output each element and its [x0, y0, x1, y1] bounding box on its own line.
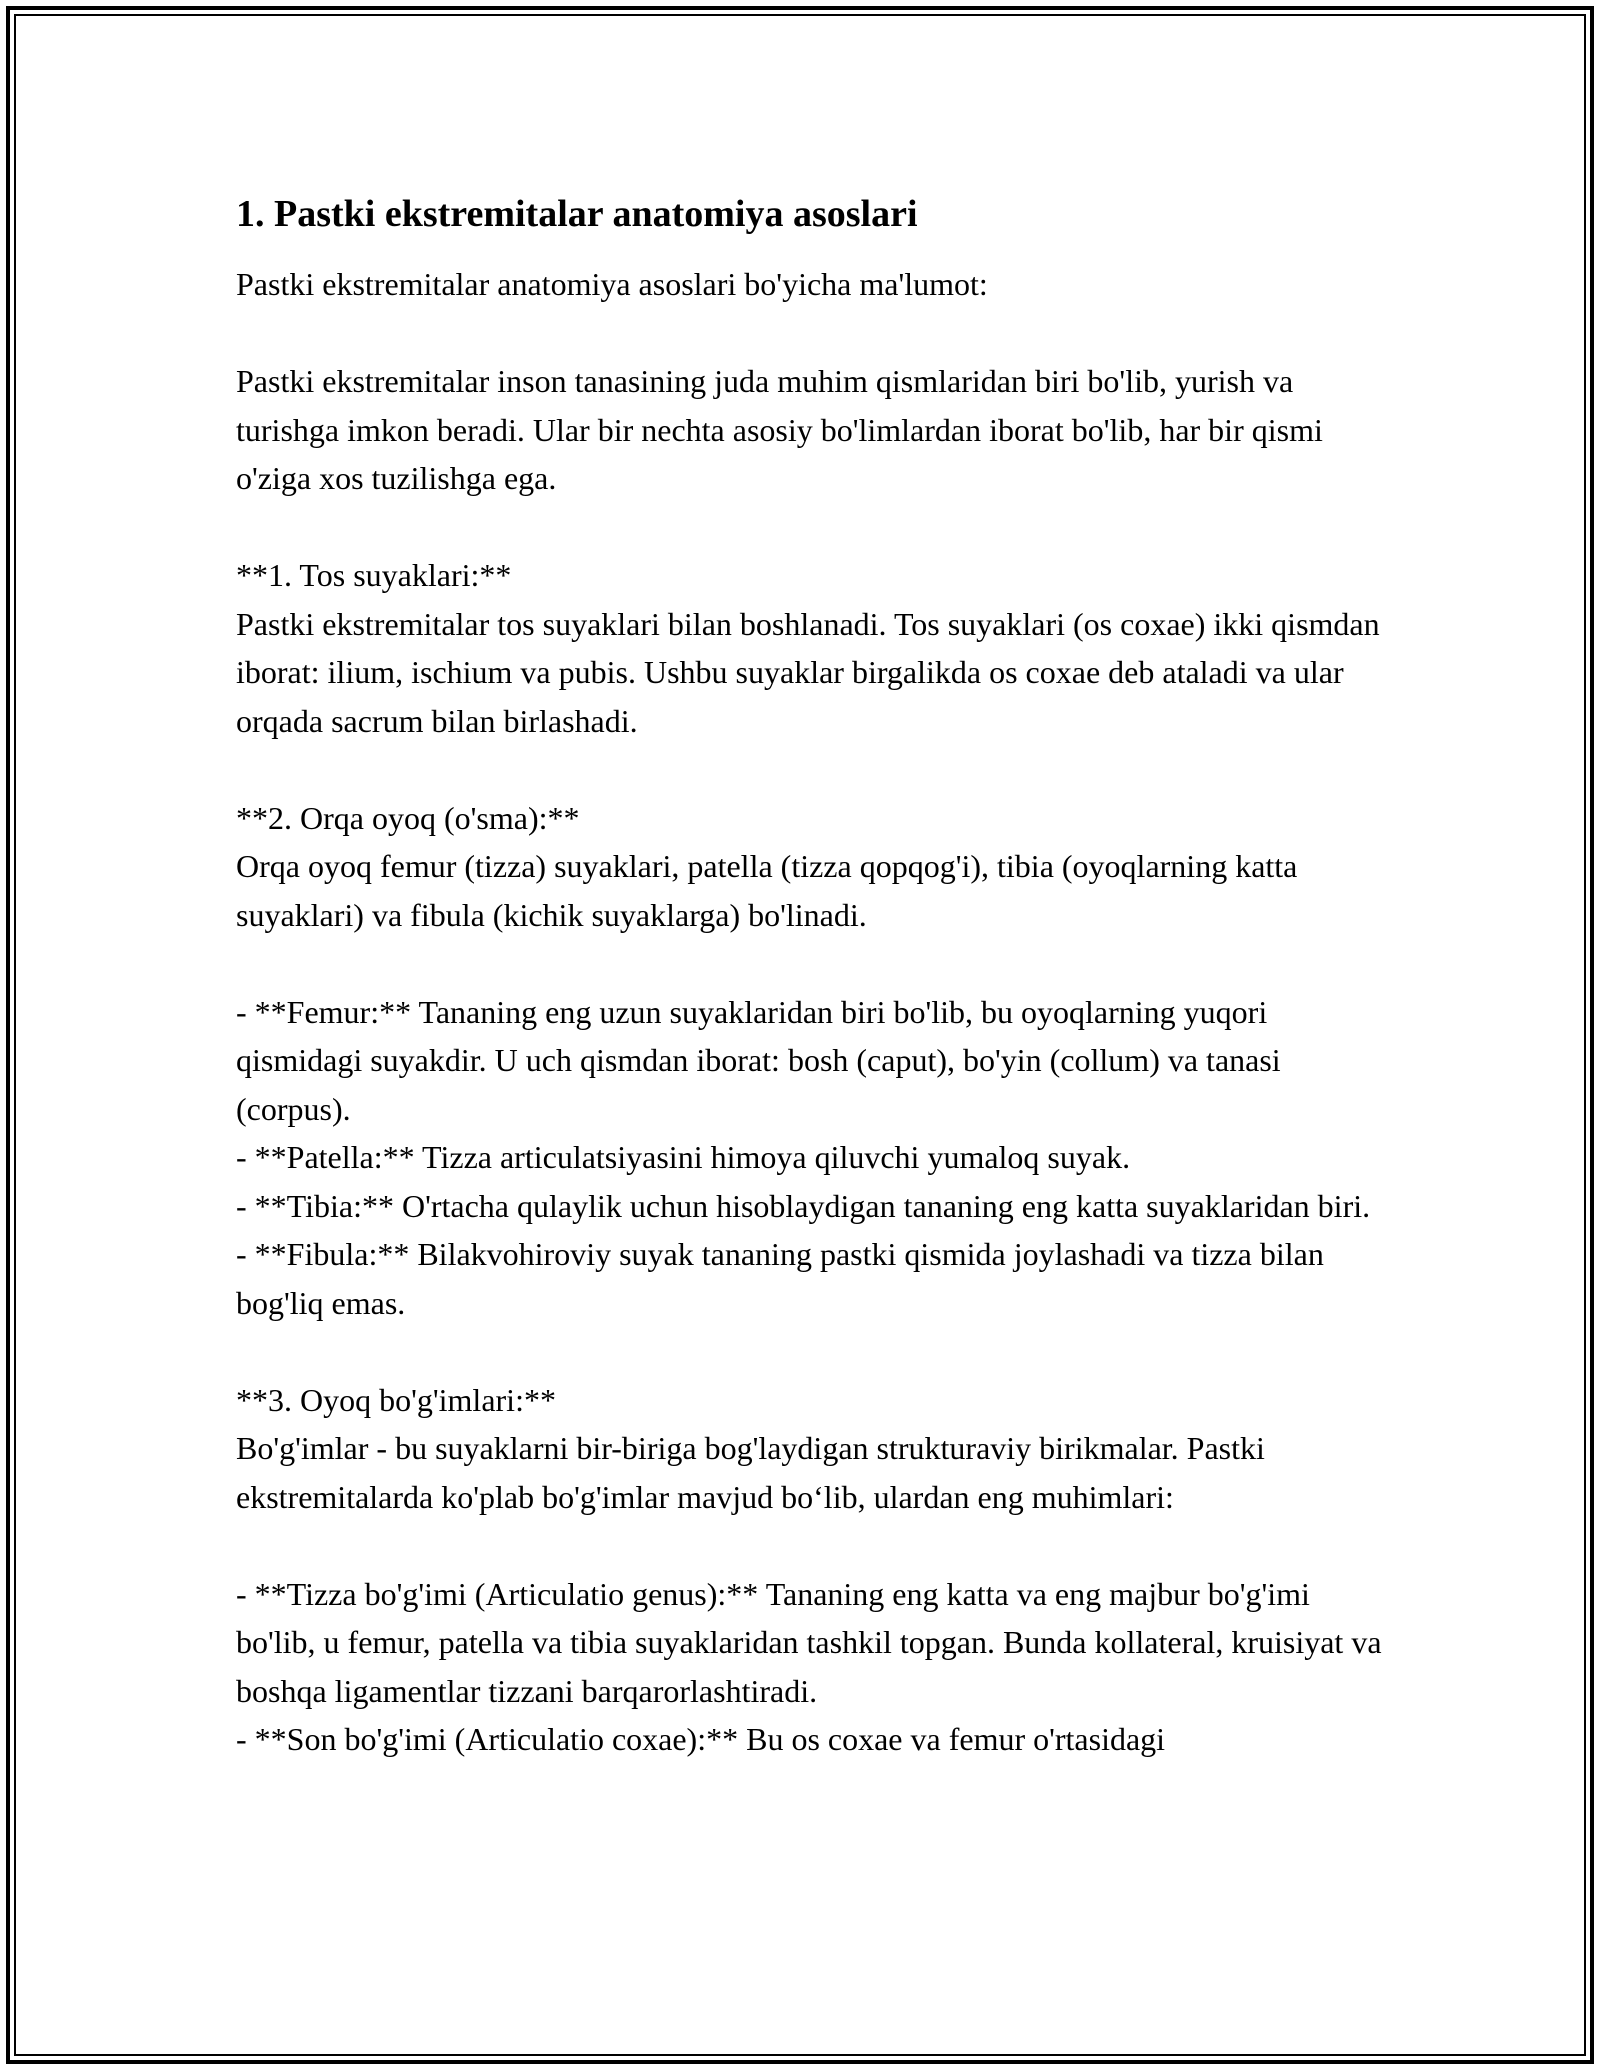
section-2 [236, 794, 1396, 1328]
section-3-list [236, 1570, 1396, 1764]
list-item-hip-joint: - **Son bo'g'imi (Articulatio coxae):** Bu os coxae va femur o'rtasidagi [236, 1721, 1166, 1757]
document-body [236, 188, 1396, 1764]
list-item-tibia: - **Tibia:** O'rtacha qulaylik uchun hisoblaydigan tananing eng katta suyaklaridan biri. [236, 1187, 1371, 1224]
section-3-text: Bo'g'imlar - bu suyaklarni bir-biriga bog'laydigan strukturaviy birikmalar. Pastki ekstremitalarda ko'plab bo'g'imlar mavjud bo‘lib, ulardan eng muhimlari: [236, 1430, 1265, 1515]
section-3 [236, 1376, 1396, 1764]
paragraph-1: Pastki ekstremitalar inson tanasining juda muhim qismlaridan biri bo'lib, yurish va turishga imkon beradi. Ular bir nechta asosiy bo'limlardan iborat bo'lib, har bir qismi o'ziga xos tuzilishga ega. [236, 363, 1323, 496]
list-item-knee-joint: - **Tizza bo'g'imi (Articulatio genus):** Tananing eng katta va eng majbur bo'g'imi bo'lib, u femur, patella va tibia suyaklaridan tashkil topgan. Bunda kollateral, kruisiyat va boshqa ligamentlar tizzani barqarorlashtiradi. [236, 1575, 1382, 1709]
section-1-heading: **1. Tos suyaklari:** [236, 557, 512, 593]
intro-text: Pastki ekstremitalar anatomiya asoslari bo'yicha ma'lumot: [236, 266, 988, 302]
section-1-text: Pastki ekstremitalar tos suyaklari bilan boshlanadi. Tos suyaklari (os coxae) ikki qismdan iborat: ilium, ischium va pubis. Ushbu suyaklar birgalikda os coxae deb ataladi va ular orqada sacrum bilan birlashadi. [236, 605, 1380, 739]
list-item-femur: - **Femur:** Tananing eng uzun suyaklaridan biri bo'lib, bu oyoqlarning yuqori qismidagi suyakdir. U uch qismdan iborat: bosh (caput), bo'yin (collum) va tanasi (corpus). [236, 993, 1281, 1127]
section-2-heading: **2. Orqa oyoq (o'sma):** [236, 799, 580, 836]
document-title: 1. Pastki ekstremitalar anatomiya asoslari [236, 193, 918, 235]
section-3-heading: **3. Oyoq bo'g'imlari:** [236, 1381, 556, 1418]
section-2-text: Orqa oyoq femur (tizza) suyaklari, patella (tizza qopqog'i), tibia (oyoqlarning katta suyaklari) va fibula (kichik suyaklarga) bo'linadi. [236, 848, 1298, 933]
list-item-patella: - **Patella:** Tizza articulatsiyasini himoya qiluvchi yumaloq suyak. [236, 1139, 1131, 1175]
list-item-fibula: - **Fibula:** Bilakvohiroviy suyak tananing pastki qismida joylashadi va tizza bilan bog'liq emas. [236, 1236, 1324, 1321]
section-1 [236, 551, 1396, 745]
section-2-list [236, 988, 1396, 1328]
